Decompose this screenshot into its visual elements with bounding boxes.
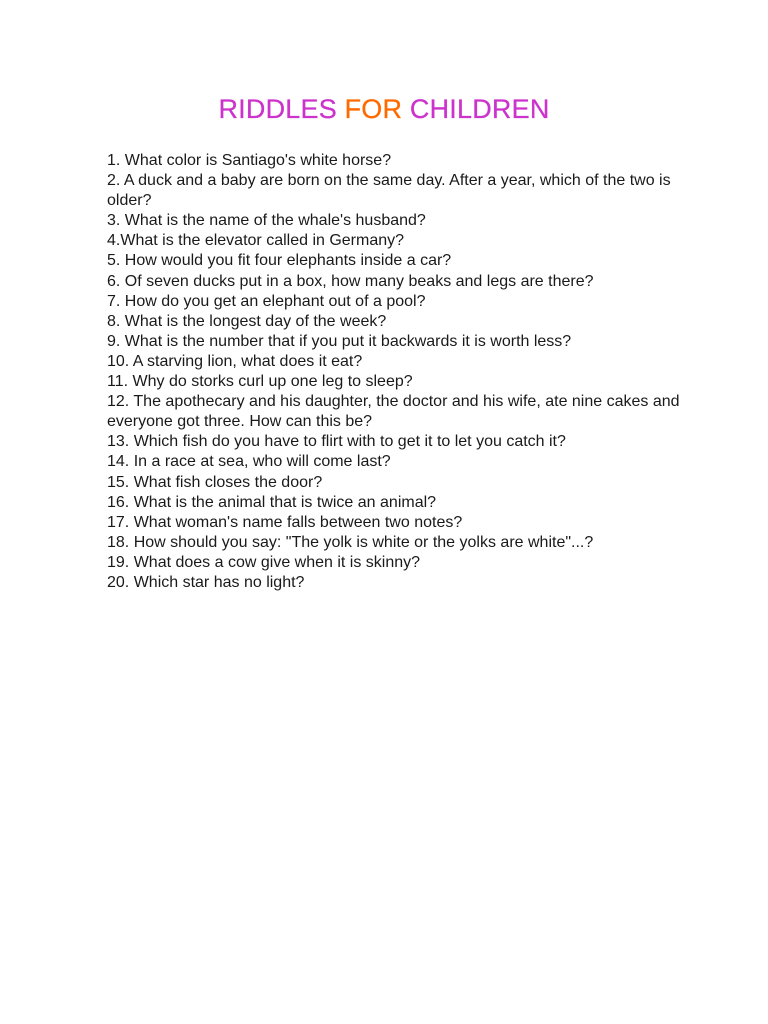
title-word-children: CHILDREN bbox=[409, 94, 550, 124]
riddle-item: 2. A duck and a baby are born on the same day. After a year, which of the two is older? bbox=[107, 172, 671, 210]
riddle-item: 6. Of seven ducks put in a box, how many beaks and legs are there? bbox=[107, 272, 594, 290]
riddle-item: 18. How should you say: "The yolk is white or the yolks are white"...? bbox=[107, 533, 594, 551]
riddle-item: 4.What is the elevator called in Germany? bbox=[107, 232, 405, 250]
riddle-item: 9. What is the number that if you put it backwards it is worth less? bbox=[107, 332, 572, 350]
riddle-item: 12. The apothecary and his daughter, the doctor and his wife, ate nine cakes and everyone got three. How can this be? bbox=[107, 393, 680, 431]
riddle-item: 13. Which fish do you have to flirt with to get it to let you catch it? bbox=[107, 433, 566, 451]
riddle-item: 16. What is the animal that is twice an animal? bbox=[107, 493, 437, 511]
riddle-item: 14. In a race at sea, who will come last? bbox=[107, 453, 391, 471]
riddle-item: 3. What is the name of the whale's husband? bbox=[107, 212, 426, 230]
title-word-riddles: RIDDLES bbox=[218, 94, 337, 124]
title-word-for: FOR bbox=[344, 94, 403, 124]
riddle-item: 5. How would you fit four elephants inside a car? bbox=[107, 252, 452, 270]
page-title bbox=[0, 92, 768, 126]
riddle-item: 8. What is the longest day of the week? bbox=[107, 312, 387, 330]
riddle-item: 11. Why do storks curl up one leg to sleep? bbox=[107, 373, 413, 391]
riddle-item: 15. What fish closes the door? bbox=[107, 473, 323, 491]
riddle-item: 19. What does a cow give when it is skinny? bbox=[107, 553, 421, 571]
riddle-item: 17. What woman's name falls between two notes? bbox=[107, 513, 463, 531]
riddle-item: 20. Which star has no light? bbox=[107, 573, 305, 591]
riddle-item: 7. How do you get an elephant out of a pool? bbox=[107, 292, 426, 310]
riddle-item: 1. What color is Santiago's white horse? bbox=[107, 152, 392, 169]
riddle-list bbox=[107, 151, 687, 593]
riddle-item: 10. A starving lion, what does it eat? bbox=[107, 352, 363, 370]
